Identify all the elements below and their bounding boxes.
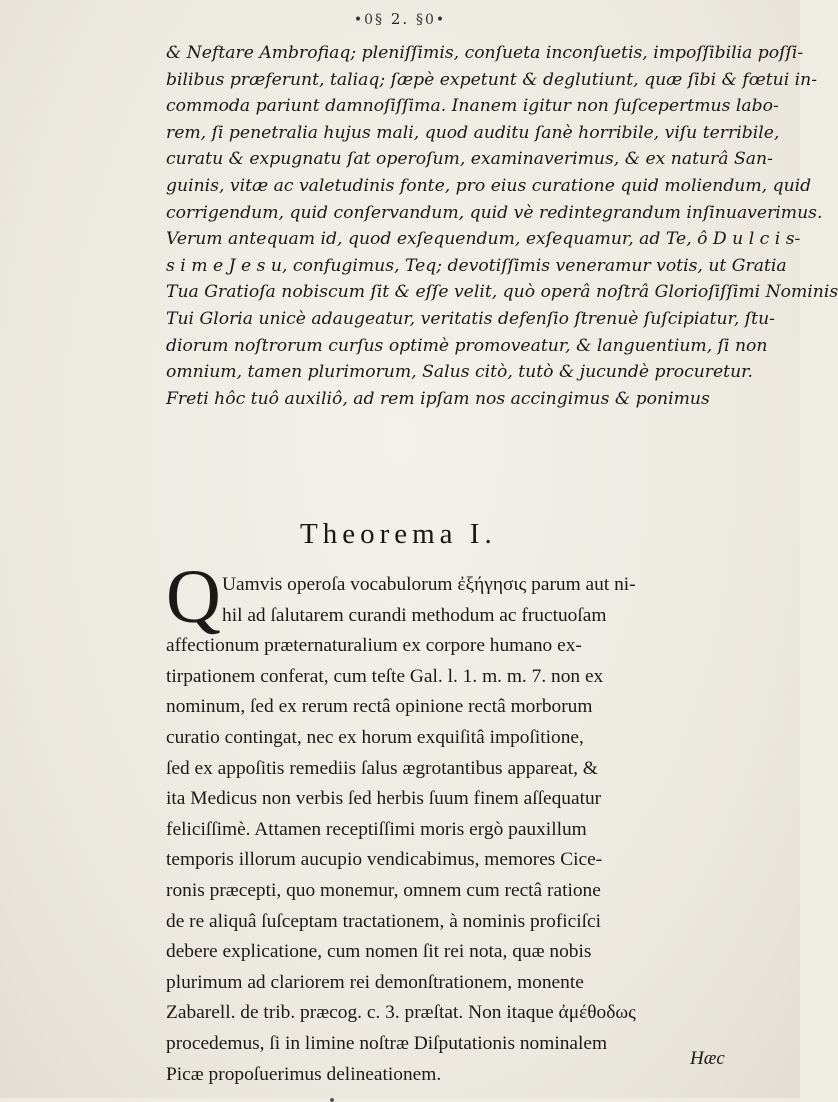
body-line: de re aliquâ ſuſceptam tractationem, à nominis proficiſci	[166, 910, 602, 932]
theorem-body	[166, 570, 736, 1090]
intro-line: corrigendum, quid conſervandum, quid vè redintegrandum inſinuaverimus.	[166, 202, 823, 223]
body-line: ita Medicus non verbis ſed herbis ſuum finem aſſequatur	[166, 788, 602, 810]
body-line: tirpationem conferat, cum teſte Gal. l. 1. m. m. 7. non ex	[166, 665, 604, 687]
catchword: Hæc	[690, 1048, 725, 1069]
intro-line: Tui Gloria unicè adaugeatur, veritatis defenſio ſtrenuè ſuſcipiatur, ſtu-	[166, 308, 775, 329]
body-line: debere explicatione, cum nomen ſit rei nota, quæ nobis	[166, 941, 592, 963]
body-line: plurimum ad clariorem rei demonſtrationem, monente	[166, 971, 584, 993]
intro-line: commoda pariunt damnoſiſſima. Inanem igitur non ſuſcepertmus labo-	[166, 96, 779, 117]
page-number: 2.	[390, 10, 410, 28]
body-line: affectionum præternaturalium ex corpore humano ex-	[166, 635, 582, 657]
intro-line: Freti hôc tuô auxiliô, ad rem ipſam nos accingimus & ponimus	[166, 388, 710, 409]
body-line: temporis illorum aucupio vendicabimus, memores Cice-	[166, 849, 603, 871]
intro-line: & Neftare Ambrofiaq; pleniſſimis, conſueta inconſuetis, impoſſibilia poſſi-	[166, 43, 804, 63]
header-left-ornament: •0§	[353, 12, 385, 28]
drop-cap: Q	[166, 555, 221, 639]
body-line: hil ad ſalutarem curandi methodum ac fructuoſam	[222, 604, 607, 626]
intro-line: s i m e J e s u, confugimus, Teq; devotiſſimis veneramur votis, ut Gratia	[166, 255, 787, 276]
theorem-heading: Theorema I.	[300, 518, 497, 550]
ink-speck	[330, 1098, 334, 1102]
intro-line: omnium, tamen plurimorum, Salus citò, tutò & jucundè procuretur.	[166, 362, 753, 383]
page-header	[0, 10, 800, 28]
body-line: feliciſſimè. Attamen receptiſſimi moris ergò pauxillum	[166, 818, 587, 840]
body-line: ſed ex appoſitis remediis ſalus ægrotantibus appareat, &	[166, 757, 598, 779]
intro-line: bilibus præferunt, taliaq; ſæpè expetunt & deglutiunt, quæ ſibi & fœtui in-	[166, 69, 818, 90]
body-line: Uamvis operoſa vocabulorum ἐξήγησις parum aut ni-	[222, 574, 636, 595]
body-line: nominum, ſed ex rerum rectâ opinione rectâ morborum	[166, 696, 593, 718]
body-line: Zabarell. de trib. præcog. c. 3. præſtat. Non itaque ἀμέθοδως	[166, 1002, 636, 1024]
intro-paragraph	[166, 40, 838, 412]
intro-line: diorum noſtrorum curſus optimè promoveatur, & languentium, ſi non	[166, 335, 768, 356]
body-line: ronis præcepti, quo monemur, omnem cum rectâ ratione	[166, 879, 601, 901]
body-line: procedemus, ſi in limine noſtræ Diſputationis nominalem	[166, 1032, 608, 1054]
intro-line: rem, ſi penetralia hujus mali, quod auditu ſanè horribile, viſu terribile,	[166, 122, 780, 143]
body-line: curatio contingat, nec ex horum exquiſitâ impoſitione,	[166, 726, 584, 748]
intro-line: curatu & expugnatu ſat operoſum, examinaverimus, & ex naturâ San-	[166, 149, 773, 170]
intro-line: guinis, vitæ ac valetudinis fonte, pro eius curatione quid moliendum, quid	[166, 175, 812, 196]
header-right-ornament: §0•	[415, 12, 447, 28]
body-line: Picæ propoſuerimus delineationem.	[166, 1063, 442, 1085]
intro-line: Verum antequam id, quod exſequendum, exſequamur, ad Te, ô D u l c i s-	[166, 229, 801, 250]
intro-line: Tua Gratioſa nobiscum ſit & eſſe velit, quò operâ noſtrâ Glorioſiſſimi Nominis	[166, 282, 838, 303]
